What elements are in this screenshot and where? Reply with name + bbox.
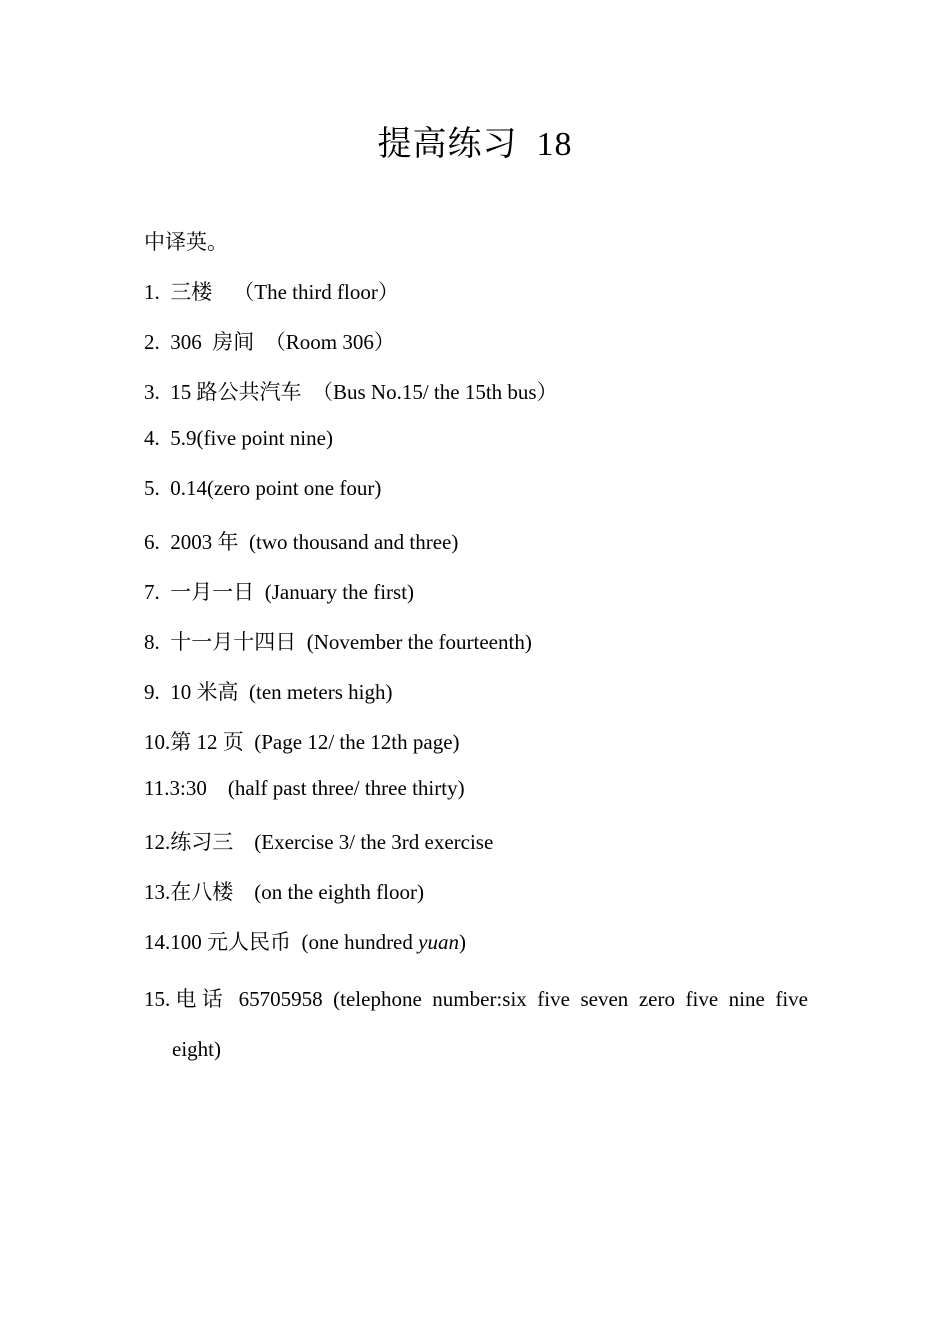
item-english: （The third floor）	[212, 280, 399, 304]
list-item-5	[144, 476, 381, 501]
item-chinese: 10 米高	[170, 680, 239, 704]
item-english: (on the eighth floor)	[233, 880, 424, 904]
item-number: 12.	[144, 830, 171, 854]
item-english: (one hundred	[291, 930, 419, 954]
item-english-close: )	[458, 930, 466, 954]
item-number: 11.	[144, 776, 170, 800]
item-15-wrapped-line: eight)	[172, 1037, 221, 1061]
item-english: (Page 12/ the 12th page)	[243, 730, 460, 754]
item-number: 2.	[144, 330, 171, 354]
item-english: （Room 306）	[254, 330, 395, 354]
list-item-7	[144, 576, 414, 606]
item-number: 8.	[144, 630, 171, 654]
item-chinese: 3:30	[169, 776, 207, 800]
item-english: (two thousand and three)	[238, 530, 459, 554]
list-item-9	[144, 676, 392, 706]
item-chinese: 2003 年	[170, 530, 239, 554]
item-15-first-line	[144, 974, 808, 1024]
instruction-text: 中译英。	[144, 230, 228, 254]
item-english: (half past three/ three thirty)	[206, 776, 465, 800]
list-item-15	[144, 974, 808, 1074]
list-item-12	[144, 826, 493, 856]
list-item-8	[144, 626, 532, 656]
item-english: (Exercise 3/ the 3rd exercise	[233, 830, 494, 854]
item-chinese: 100 元人民币	[170, 930, 291, 954]
item-english: (January the first)	[254, 580, 415, 604]
item-chinese: 15 路公共汽车	[170, 380, 302, 404]
item-number: 4.	[144, 426, 171, 450]
list-item-11	[144, 776, 465, 801]
item-number: 9.	[144, 680, 171, 704]
item-chinese: 第 12 页	[170, 730, 244, 754]
item-english: 5.9(five point nine)	[170, 426, 333, 450]
list-item-1	[144, 276, 399, 306]
list-item-3	[144, 376, 558, 406]
item-number: 3.	[144, 380, 171, 404]
list-item-2	[144, 326, 395, 356]
item-chinese: 在八楼	[170, 880, 234, 904]
item-chinese: 电话 65705958	[170, 987, 323, 1011]
list-item-14	[144, 926, 466, 956]
item-english: (November the fourteenth)	[296, 630, 532, 654]
item-number: 1.	[144, 280, 171, 304]
item-english: （Bus No.15/ the 15th bus）	[301, 380, 558, 404]
item-number: 10.	[144, 730, 171, 754]
item-number: 7.	[144, 580, 171, 604]
item-number: 6.	[144, 530, 171, 554]
item-chinese: 一月一日	[170, 580, 255, 604]
item-chinese: 三楼	[170, 280, 213, 304]
item-number: 14.	[144, 930, 171, 954]
item-number: 13.	[144, 880, 171, 904]
page-title: 提高练习 18	[377, 126, 573, 163]
item-chinese: 十一月十四日	[170, 630, 297, 654]
item-number: 5.	[144, 476, 171, 500]
list-item-4	[144, 426, 333, 451]
item-number: 15.	[144, 987, 171, 1011]
list-item-13	[144, 876, 424, 906]
item-english: (ten meters high)	[238, 680, 393, 704]
item-english: (telephone number:six five seven zero five nine five	[322, 987, 808, 1011]
list-item-10	[144, 726, 460, 756]
list-item-6	[144, 526, 458, 556]
item-chinese: 练习三	[170, 830, 234, 854]
item-chinese: 306 房间	[170, 330, 255, 354]
item-english-italic: yuan	[418, 930, 459, 954]
item-english: 0.14(zero point one four)	[170, 476, 382, 500]
